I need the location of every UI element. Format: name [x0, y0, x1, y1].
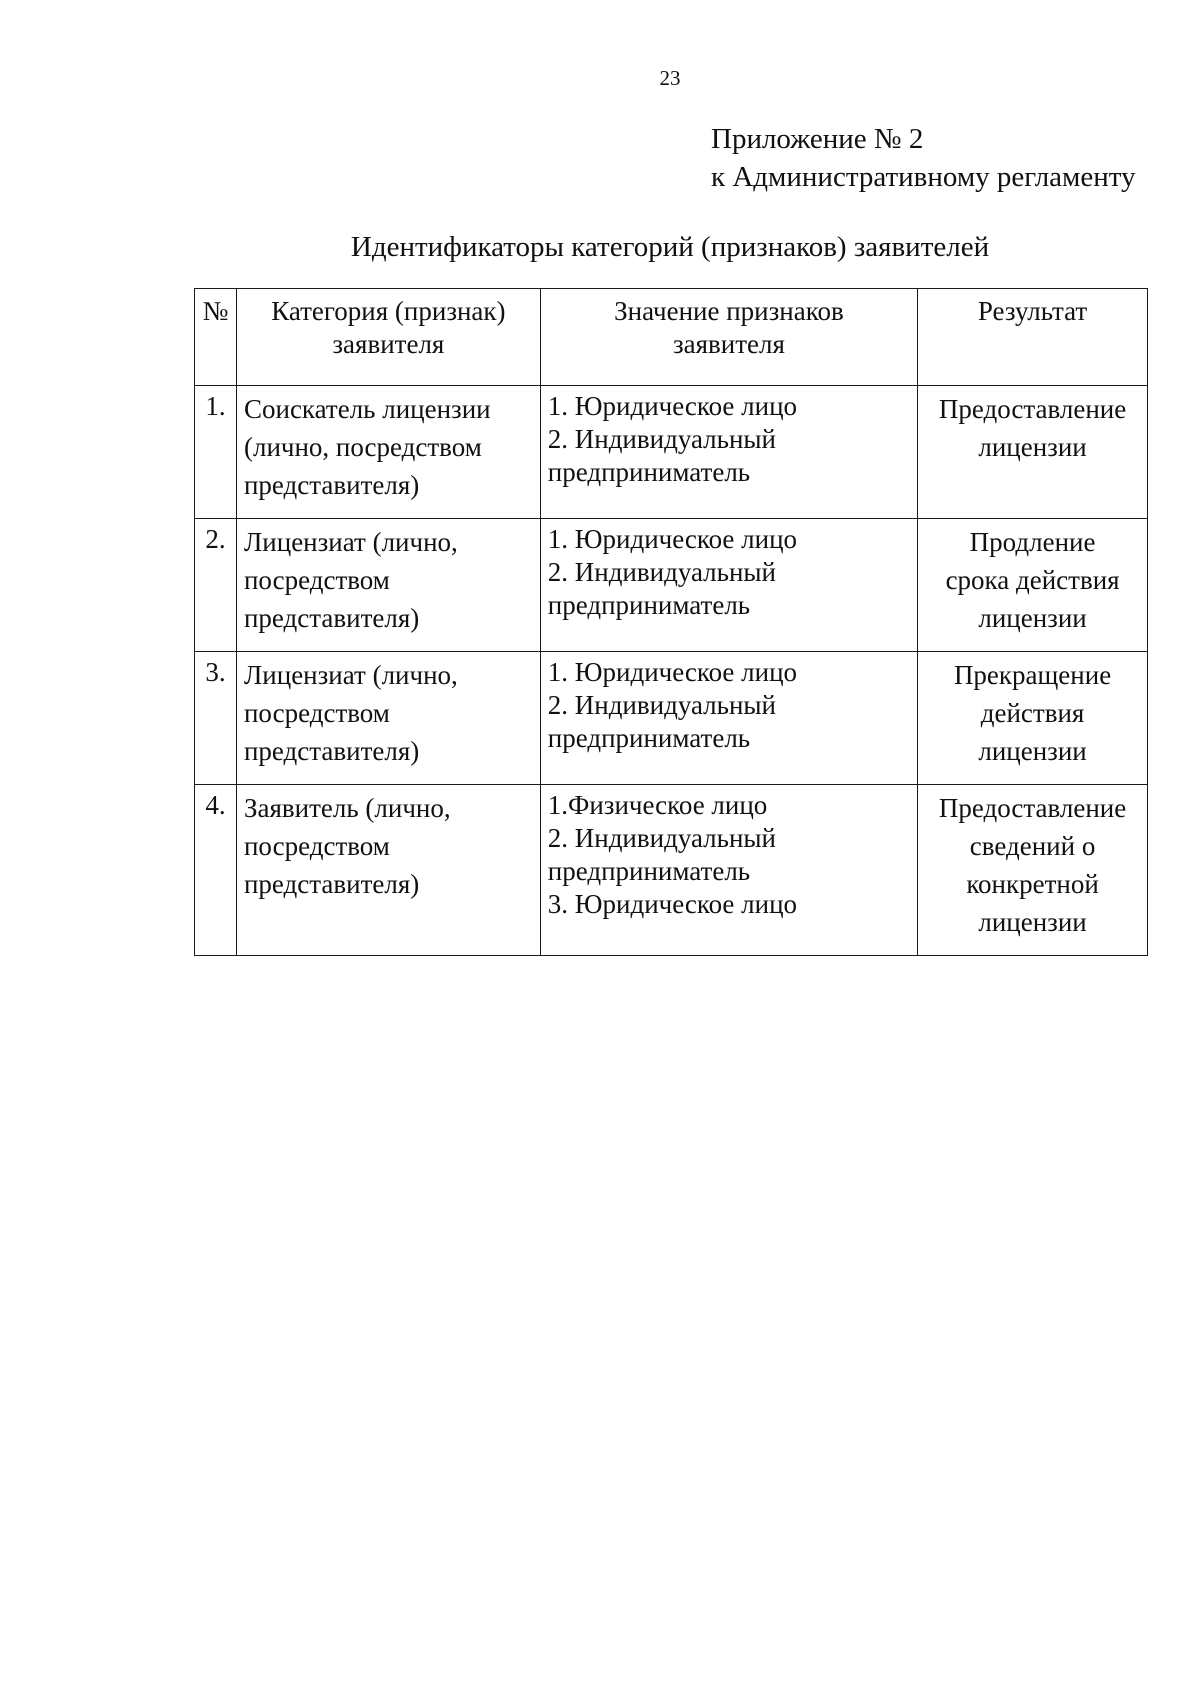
row-result	[918, 519, 1148, 652]
category-line: посредством	[243, 565, 390, 595]
category-line: представителя)	[243, 603, 420, 633]
category-line: представителя)	[243, 869, 420, 899]
result-line: лицензии	[978, 603, 1087, 633]
value-line: 2. Индивидуальный	[547, 823, 777, 853]
category-line: Лицензиат (лично,	[243, 660, 458, 690]
value-line: предприниматель	[547, 723, 751, 753]
result-line: Предоставление	[938, 793, 1127, 823]
appendix-heading	[711, 120, 1136, 196]
value-line: 2. Индивидуальный	[547, 424, 777, 454]
header-values	[540, 289, 917, 386]
category-line: Лицензиат (лично,	[243, 527, 458, 557]
value-line: 1. Юридическое лицо	[547, 524, 798, 554]
value-line: предприниматель	[547, 856, 751, 886]
result-line: сведений о	[969, 831, 1096, 861]
table-row	[195, 652, 1148, 785]
result-line: лицензии	[978, 907, 1087, 937]
table-row	[195, 386, 1148, 519]
header-category-line: Категория (признак)	[271, 296, 506, 326]
row-category	[236, 652, 540, 785]
result-line: срока действия	[945, 565, 1120, 595]
row-number: 4.	[195, 785, 237, 956]
document-title: Идентификаторы категорий (признаков) заявителей	[350, 231, 990, 263]
header-result: Результат	[918, 289, 1148, 386]
row-number: 2.	[195, 519, 237, 652]
result-line: Прекращение	[953, 660, 1112, 690]
row-values	[540, 652, 917, 785]
row-result	[918, 652, 1148, 785]
row-values	[540, 519, 917, 652]
table-header-row	[195, 289, 1148, 386]
row-result	[918, 785, 1148, 956]
value-line: 1. Юридическое лицо	[547, 391, 798, 421]
category-line: представителя)	[243, 470, 420, 500]
result-line: лицензии	[978, 432, 1087, 462]
header-category	[236, 289, 540, 386]
value-line: 2. Индивидуальный	[547, 557, 777, 587]
appendix-number: Приложение № 2	[711, 123, 924, 155]
table-row	[195, 785, 1148, 956]
row-number: 3.	[195, 652, 237, 785]
category-line: посредством	[243, 831, 390, 861]
category-line: представителя)	[243, 736, 420, 766]
row-category	[236, 519, 540, 652]
result-line: действия	[980, 698, 1085, 728]
result-line: конкретной	[966, 869, 1099, 899]
row-values	[540, 785, 917, 956]
header-number: №	[195, 289, 237, 386]
result-line: Продление	[969, 527, 1096, 557]
row-number: 1.	[195, 386, 237, 519]
category-line: Заявитель (лично,	[243, 793, 451, 823]
appendix-reference: к Административному регламенту	[711, 161, 1136, 193]
category-line: посредством	[243, 698, 390, 728]
header-category-line: заявителя	[332, 329, 445, 359]
value-line: 1. Юридическое лицо	[547, 657, 798, 687]
header-values-line: Значение признаков	[614, 296, 844, 326]
applicant-categories-table	[194, 288, 1148, 956]
row-values	[540, 386, 917, 519]
value-line: 3. Юридическое лицо	[547, 889, 798, 919]
value-line: предприниматель	[547, 457, 751, 487]
value-line: предприниматель	[547, 590, 751, 620]
row-category	[236, 785, 540, 956]
value-line: 1.Физическое лицо	[547, 790, 768, 820]
value-line: 2. Индивидуальный	[547, 690, 777, 720]
category-line: (лично, посредством	[243, 432, 482, 462]
result-line: лицензии	[978, 736, 1087, 766]
category-line: Соискатель лицензии	[243, 394, 491, 424]
row-category	[236, 386, 540, 519]
result-line: Предоставление	[938, 394, 1127, 424]
page-number: 23	[659, 66, 681, 90]
row-result	[918, 386, 1148, 519]
table-row	[195, 519, 1148, 652]
header-values-line: заявителя	[672, 329, 785, 359]
